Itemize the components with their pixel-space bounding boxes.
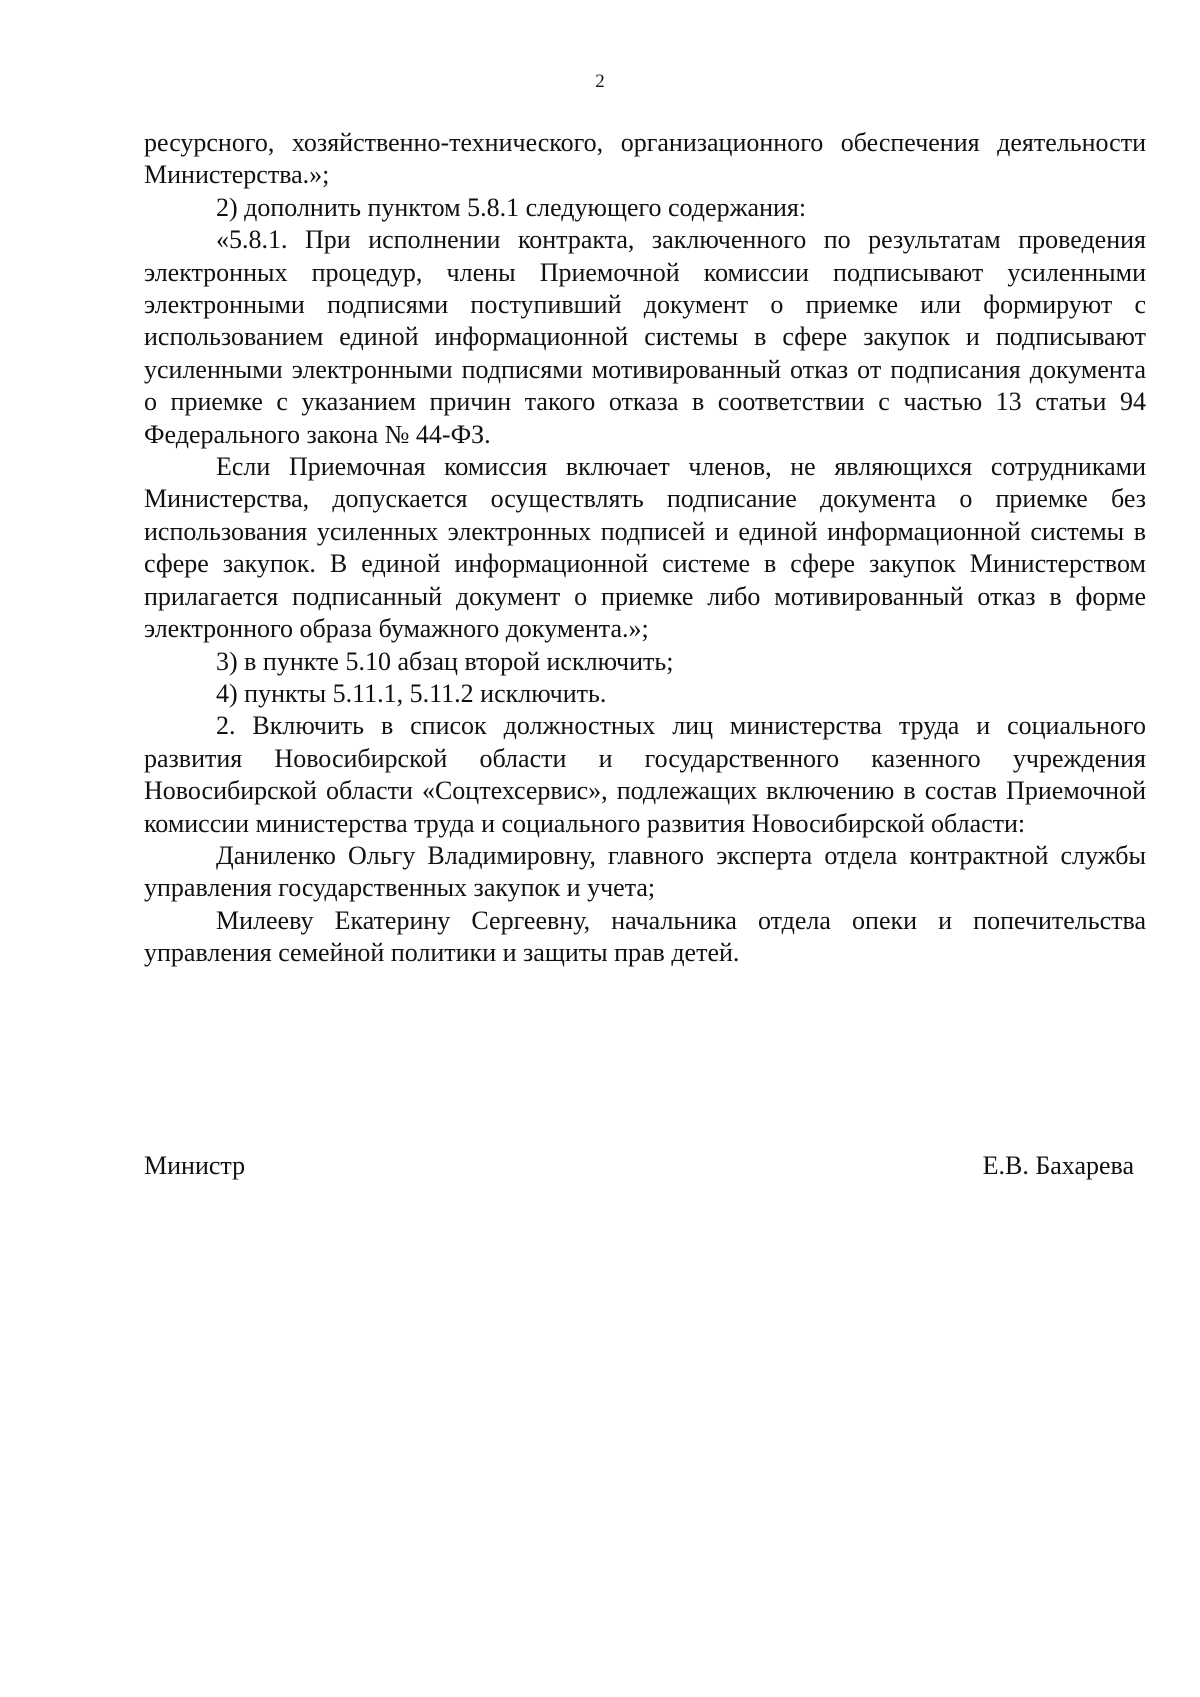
paragraph: Даниленко Ольгу Владимировну, главного эксперта отдела контрактной службы управления государственных закупок и учета; xyxy=(144,840,1146,903)
page-number: 2 xyxy=(595,71,605,92)
signatory-title: Министр xyxy=(144,1151,246,1180)
paragraph: 2) дополнить пунктом 5.8.1 следующего содержания: xyxy=(216,192,807,222)
signature-block xyxy=(144,1150,1134,1182)
document-body xyxy=(144,127,1146,970)
paragraph: Милееву Екатерину Сергеевну, начальника отдела опеки и попечительства управления семейной политики и защиты прав детей. xyxy=(144,905,1146,968)
paragraph: 3) в пункте 5.10 абзац второй исключить; xyxy=(216,646,674,676)
paragraph: Если Приемочная комиссия включает членов, не являющихся сотрудниками Министерства, допускается осуществлять подписание документа о приемке без использования усиленных электронных подписей и единой информационной системы в сфере закупок. В единой информационной системе в сфере закупок Министерством прилагается подписанный документ о приемке либо мотивированный отказ в форме электронного образа бумажного документа.»; xyxy=(144,452,1146,644)
paragraph: ресурсного, хозяйственно-технического, организационного обеспечения деятельности Министерства.»; xyxy=(144,128,1146,190)
paragraph: 4) пункты 5.11.1, 5.11.2 исключить. xyxy=(216,678,607,708)
signatory-name: Е.В. Бахарева xyxy=(982,1151,1134,1180)
paragraph: «5.8.1. При исполнении контракта, заключенного по результатам проведения электронных процедур, члены Приемочной комиссии подписывают усиленными электронными подписями поступивший документ о приемке или формируют с использованием единой информационной системы в сфере закупок и подписывают усиленными электронными подписями мотивированный отказ от подписания документа о приемке с указанием причин такого отказа в соответствии с частью 13 статьи 94 Федерального закона № 44-ФЗ. xyxy=(144,225,1146,449)
paragraph: 2. Включить в список должностных лиц министерства труда и социального развития Новосибирской области и государственного казенного учреждения Новосибирской области «Соцтехсервис», подлежащих включению в состав Приемочной комиссии министерства труда и социального развития Новосибирской области: xyxy=(144,711,1146,838)
